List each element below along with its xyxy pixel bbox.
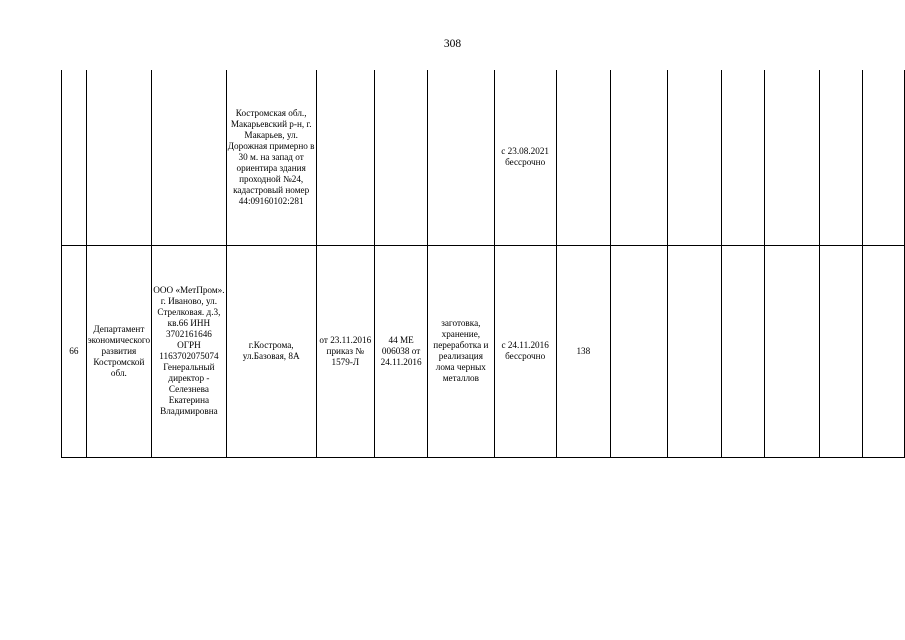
cell-activity: заготовка, хранение, переработка и реализация лома черных металлов xyxy=(428,245,494,457)
cell-decision xyxy=(316,70,375,245)
cell-col11 xyxy=(667,70,722,245)
page-number: 308 xyxy=(443,38,462,50)
cell-address: г.Кострома, ул.Базовая, 8А xyxy=(226,245,316,457)
cell-holder xyxy=(152,70,227,245)
cell-col12 xyxy=(722,245,765,457)
table-row xyxy=(62,70,905,245)
cell-col9 xyxy=(556,70,610,245)
cell-col10 xyxy=(610,245,667,457)
cell-col12 xyxy=(722,70,765,245)
cell-col15 xyxy=(862,245,904,457)
registry-table xyxy=(61,70,905,458)
cell-authority xyxy=(86,70,151,245)
cell-address: Костромская обл., Макарьевский р-н, г. Макарьев, ул. Дорожная примерно в 30 м. на запад от ориентира здания проходной №24, кадастровый номер 44:09160102:281 xyxy=(226,70,316,245)
cell-license: 44 МЕ 006038 от 24.11.2016 xyxy=(375,245,428,457)
cell-col14 xyxy=(819,70,862,245)
cell-activity xyxy=(428,70,494,245)
cell-decision: от 23.11.2016 приказ № 1579-Л xyxy=(316,245,375,457)
cell-validity: с 24.11.2016 бессрочно xyxy=(494,245,556,457)
cell-col13 xyxy=(765,245,820,457)
cell-col14 xyxy=(819,245,862,457)
cell-license xyxy=(375,70,428,245)
cell-authority: Департамент экономического развития Костромской обл. xyxy=(86,245,151,457)
cell-number xyxy=(62,70,87,245)
cell-col15 xyxy=(862,70,904,245)
cell-holder: ООО «МетПром». г. Иваново, ул. Стрелковая. д.3, кв.66 ИНН 3702161646 ОГРН 1163702075074 Генеральный директор - Селезнева Екатерина Владимировна xyxy=(152,245,227,457)
cell-col10 xyxy=(610,70,667,245)
cell-col9: 138 xyxy=(556,245,610,457)
table-row xyxy=(62,245,905,457)
cell-col11 xyxy=(667,245,722,457)
cell-number: 66 xyxy=(62,245,87,457)
cell-col13 xyxy=(765,70,820,245)
cell-validity: с 23.08.2021 бессрочно xyxy=(494,70,556,245)
